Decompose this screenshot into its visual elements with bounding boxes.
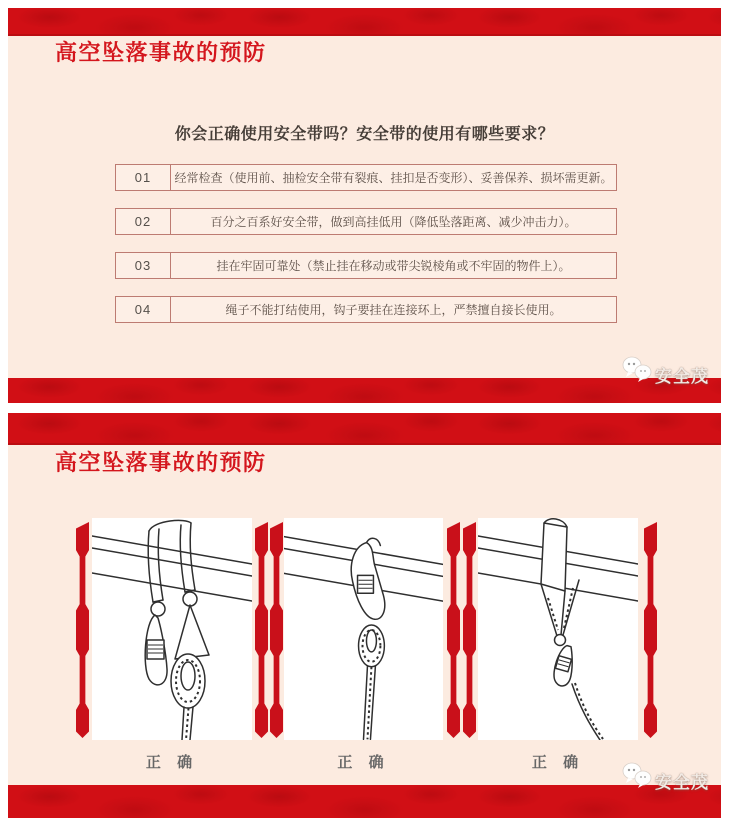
rule-row	[115, 296, 617, 323]
rules-list	[115, 164, 617, 340]
divider-bar	[270, 522, 283, 738]
hook-over-beam-diagram	[284, 518, 443, 740]
slide-1	[8, 8, 721, 403]
caption-correct: 正 确	[337, 754, 390, 771]
rule-number: 01	[116, 165, 171, 190]
rule-number: 02	[116, 209, 171, 234]
rule-row	[115, 208, 617, 235]
rule-text: 挂在牢固可靠处（禁止挂在移动或带尖锐棱角或不牢固的物件上）。	[216, 259, 571, 273]
brand-watermark	[622, 761, 709, 793]
caption-correct: 正 确	[531, 754, 585, 771]
slide1-footer-bar	[8, 378, 721, 403]
divider-bar	[255, 522, 268, 738]
figure-panel-1	[92, 518, 252, 740]
divider-bar	[76, 522, 89, 738]
question-heading: 你会正确使用安全带吗？安全带的使用有哪些要求？	[174, 126, 555, 143]
slide2-header-bar	[8, 413, 721, 445]
chat-bubbles-icon	[622, 761, 652, 793]
slide1-title: 高空坠落事故的预防	[55, 40, 267, 65]
rule-text: 百分之百系好安全带，做到高挂低用（降低坠落距离、减少冲击力）。	[210, 215, 577, 229]
caption-correct: 正 确	[145, 754, 199, 771]
figure-panel-3	[478, 518, 638, 740]
slide1-header-bar	[8, 8, 721, 36]
watermark-label: 安全茂	[655, 367, 709, 386]
divider-bar	[447, 522, 460, 738]
rule-row	[115, 252, 617, 279]
watermark-label: 安全茂	[655, 773, 709, 792]
rule-number: 04	[116, 297, 171, 322]
rule-text: 经常检查（使用前、抽检安全带有裂痕、挂扣是否变形）、妥善保养、损坏需更新。	[174, 171, 613, 185]
slide2-footer-bar	[8, 785, 721, 818]
divider-bar	[644, 522, 657, 738]
brand-watermark	[622, 355, 709, 387]
rule-number: 03	[116, 253, 171, 278]
wrapped-strap-diagram	[478, 518, 638, 740]
figure-panel-2	[284, 518, 443, 740]
slide-2	[8, 413, 721, 818]
rule-row	[115, 164, 617, 191]
slide2-title: 高空坠落事故的预防	[55, 450, 267, 475]
rule-text: 绳子不能打结使用，钩子要挂在连接环上，严禁擅自接长使用。	[225, 303, 562, 317]
chat-bubbles-icon	[622, 355, 652, 387]
strap-and-carabiner-diagram	[92, 518, 252, 740]
divider-bar	[463, 522, 476, 738]
